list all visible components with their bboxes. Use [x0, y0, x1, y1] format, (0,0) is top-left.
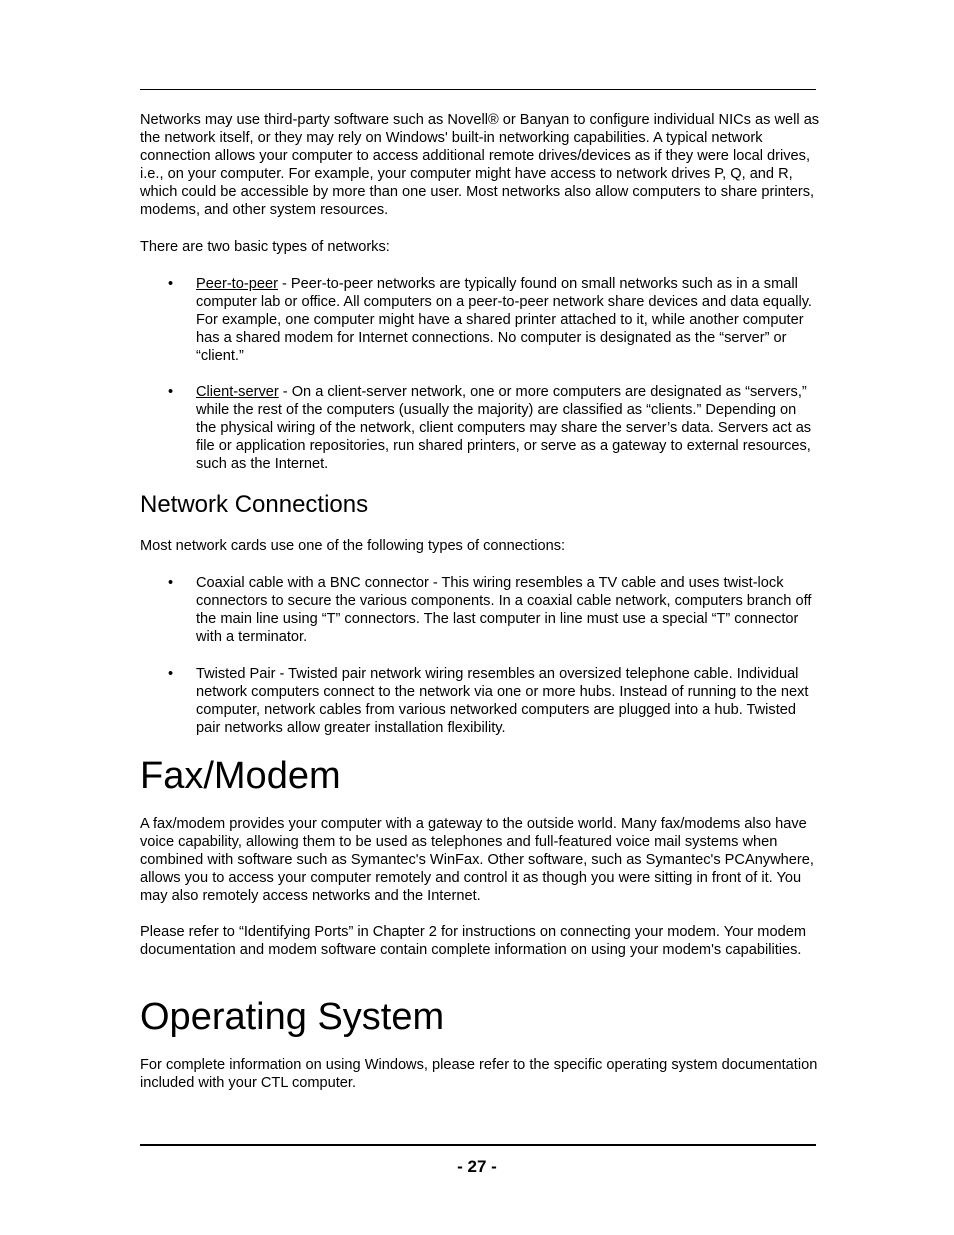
heading-network-connections: Network Connections: [140, 491, 369, 518]
bullet-icon: •: [168, 666, 174, 682]
fax-modem-paragraph-2: Please refer to “Identifying Ports” in Chapter 2 for instructions on connecting your modem. Your modem documentation and modem software contain complete information on using your modem's capabilities.: [140, 924, 806, 958]
list-item-peer-to-peer: [140, 275, 820, 365]
heading-operating-system: Operating System: [140, 996, 445, 1038]
page-number: - 27 -: [457, 1157, 497, 1176]
list-item-text: Twisted Pair - Twisted pair network wiring resembles an oversized telephone cable. Individual network computers connect to the network via one or more hubs. Instead of running to the next computer, network cables from various networked computers are plugged into a hub. Twisted pair networks allow greater installation flexibility.: [196, 666, 809, 736]
list-item-text: - Peer-to-peer networks are typically found on small networks such as in a small computer lab or office. All computers on a peer-to-peer network share devices and data equally. For example, one computer might have a shared printer attached to it, while another computer has a shared modem for Internet connections. No computer is designated as the “server” or “client.”: [196, 276, 812, 364]
header-rule: [140, 89, 816, 90]
fax-modem-paragraph-1: A fax/modem provides your computer with a gateway to the outside world. Many fax/modems also have voice capability, allowing them to be used as telephones and full-featured voice mail systems when combined with software such as Symantec's WinFax. Other software, such as Symantec's PCAnywhere, allows you to access your computer remotely and control it as though you were sitting in front of it. You may also remotely access networks and the Internet.: [140, 816, 814, 904]
term-client-server: Client-server: [196, 384, 279, 400]
bullet-icon: •: [168, 384, 174, 400]
term-peer-to-peer: Peer-to-peer: [196, 276, 278, 292]
operating-system-paragraph: For complete information on using Windows, please refer to the specific operating system documentation included with your CTL computer.: [140, 1057, 818, 1091]
list-item-coaxial-cable: [140, 574, 820, 646]
list-item-body: [196, 383, 820, 473]
list-item-text: Coaxial cable with a BNC connector - This wiring resembles a TV cable and uses twist-lock connectors to secure the various components. In a coaxial cable network, computers branch off the main line using “T” connectors. The last computer in line must use a special “T” connector with a terminator.: [196, 575, 812, 645]
heading-fax-modem: Fax/Modem: [140, 755, 341, 797]
bullet-icon: •: [168, 276, 174, 292]
network-connections-intro: Most network cards use one of the following types of connections:: [140, 538, 566, 554]
list-item-body: [196, 275, 820, 365]
bullet-icon: •: [168, 575, 174, 591]
list-item-twisted-pair: [140, 665, 820, 737]
list-item-text: - On a client-server network, one or more computers are designated as “servers,” while the rest of the computers (usually the majority) are classified as “clients.” Depending on the physical wiring of the network, client computers may share the server’s data. Servers act as file or application repositories, run shared printers, or serve as a gateway to external resources, such as the Internet.: [196, 384, 812, 472]
intro-paragraph-networks: Networks may use third-party software such as Novell® or Banyan to configure individual NICs as well as the network itself, or they may rely on Windows' built-in networking capabilities. A typical network connection allows your computer to access additional remote drives/devices as if they were local drives, i.e., on your computer. For example, your computer might have access to network drives P, Q, and R, which could be accessible by more than one user. Most networks also allow computers to share printers, modems, and other system resources.: [140, 112, 820, 218]
intro-paragraph-network-types: There are two basic types of networks:: [140, 239, 390, 255]
footer-rule: [140, 1144, 816, 1146]
list-item-client-server: [140, 383, 820, 473]
